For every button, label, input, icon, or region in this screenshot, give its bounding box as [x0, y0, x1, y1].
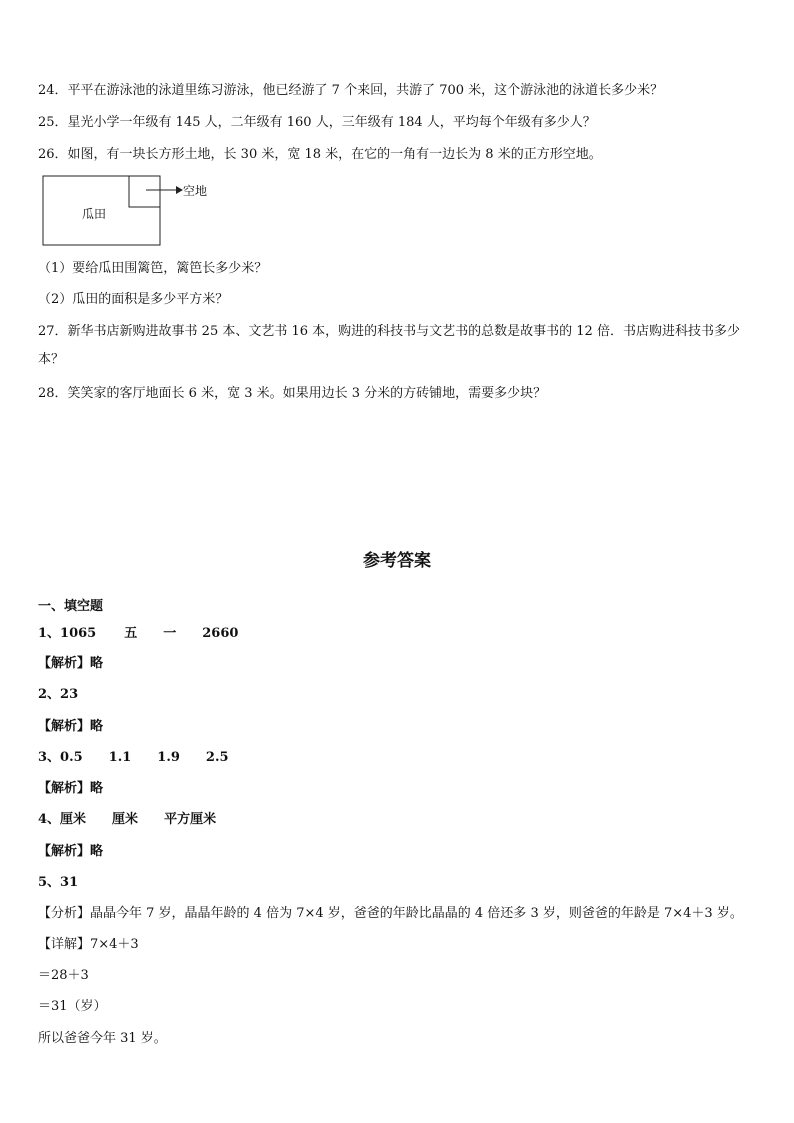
- answers-title: 参考答案: [363, 551, 431, 571]
- answer-4-analysis: 【解析】略: [38, 844, 104, 859]
- empty-label: 空地: [183, 184, 208, 198]
- answer-5-step-1: ＝28＋3: [38, 968, 89, 983]
- answer-5-conclusion: 所以爸爸今年 31 岁。: [38, 1031, 167, 1046]
- answer-3-c: 1.9: [157, 750, 180, 765]
- answer-5-detail: 【详解】7×4＋3: [38, 937, 139, 952]
- question-26-part-2: （2）瓜田的面积是多少平方米？: [38, 292, 229, 307]
- answer-1-analysis: 【解析】略: [38, 656, 104, 671]
- answer-4: [38, 811, 216, 829]
- question-26-part-1: （1）要给瓜田围篱笆，篱笆长多少米？: [38, 261, 268, 276]
- question-28: 28．笑笑家的客厅地面长 6 米，宽 3 米。如果用边长 3 分米的方砖铺地，需要多少块？: [38, 386, 547, 401]
- section-heading: 一、填空题: [38, 599, 104, 614]
- answer-4-c: 平方厘米: [164, 812, 217, 827]
- arrow-head: [176, 186, 183, 194]
- answer-3: [38, 749, 229, 767]
- answer-1-d: 2660: [202, 626, 239, 641]
- answer-1-c: 一: [163, 626, 177, 641]
- question-26: 26．如图，有一块长方形土地，长 30 米，宽 18 米，在它的一角有一边长为 8 米的正方形空地。: [38, 147, 602, 162]
- answer-3-b: 1.1: [108, 750, 132, 765]
- question-27: 27．新华书店新购进故事书 25 本、文艺书 16 本，购进的科技书与文艺书的总数是故事书的 12 倍．书店购进科技书多少本？: [38, 324, 740, 367]
- empty-square: [129, 176, 160, 207]
- question-24: 24．平平在游泳池的泳道里练习游泳，他已经游了 7 个来回，共游了 700 米，这个游泳池的泳道长多少米？: [38, 83, 664, 98]
- answer-5: 5、31: [38, 875, 79, 890]
- answer-2: 2、23: [38, 687, 79, 702]
- answer-3-a: 3、0.5: [38, 750, 83, 765]
- answer-5-step-2: ＝31（岁）: [38, 999, 107, 1014]
- answer-3-d: 2.5: [205, 750, 229, 765]
- answer-1-b: 五: [124, 626, 138, 641]
- answer-4-a: 4、厘米: [38, 812, 87, 827]
- answer-2-analysis: 【解析】略: [38, 719, 104, 734]
- question-25: 25．星光小学一年级有 145 人，二年级有 160 人，三年级有 184 人，平均每个年级有多少人？: [38, 115, 596, 130]
- field-label: 瓜田: [82, 207, 107, 221]
- answer-1-a: 1、1065: [38, 626, 97, 641]
- field-diagram: [42, 175, 222, 253]
- answer-1: [38, 625, 238, 643]
- answer-5-analysis: 【分析】晶晶今年 7 岁，晶晶年龄的 4 倍为 7×4 岁，爸爸的年龄比晶晶的 4 倍还多 3 岁，则爸爸的年龄是 7×4＋3 岁。: [38, 906, 743, 921]
- answer-3-analysis: 【解析】略: [38, 781, 104, 796]
- answer-4-b: 厘米: [112, 812, 139, 827]
